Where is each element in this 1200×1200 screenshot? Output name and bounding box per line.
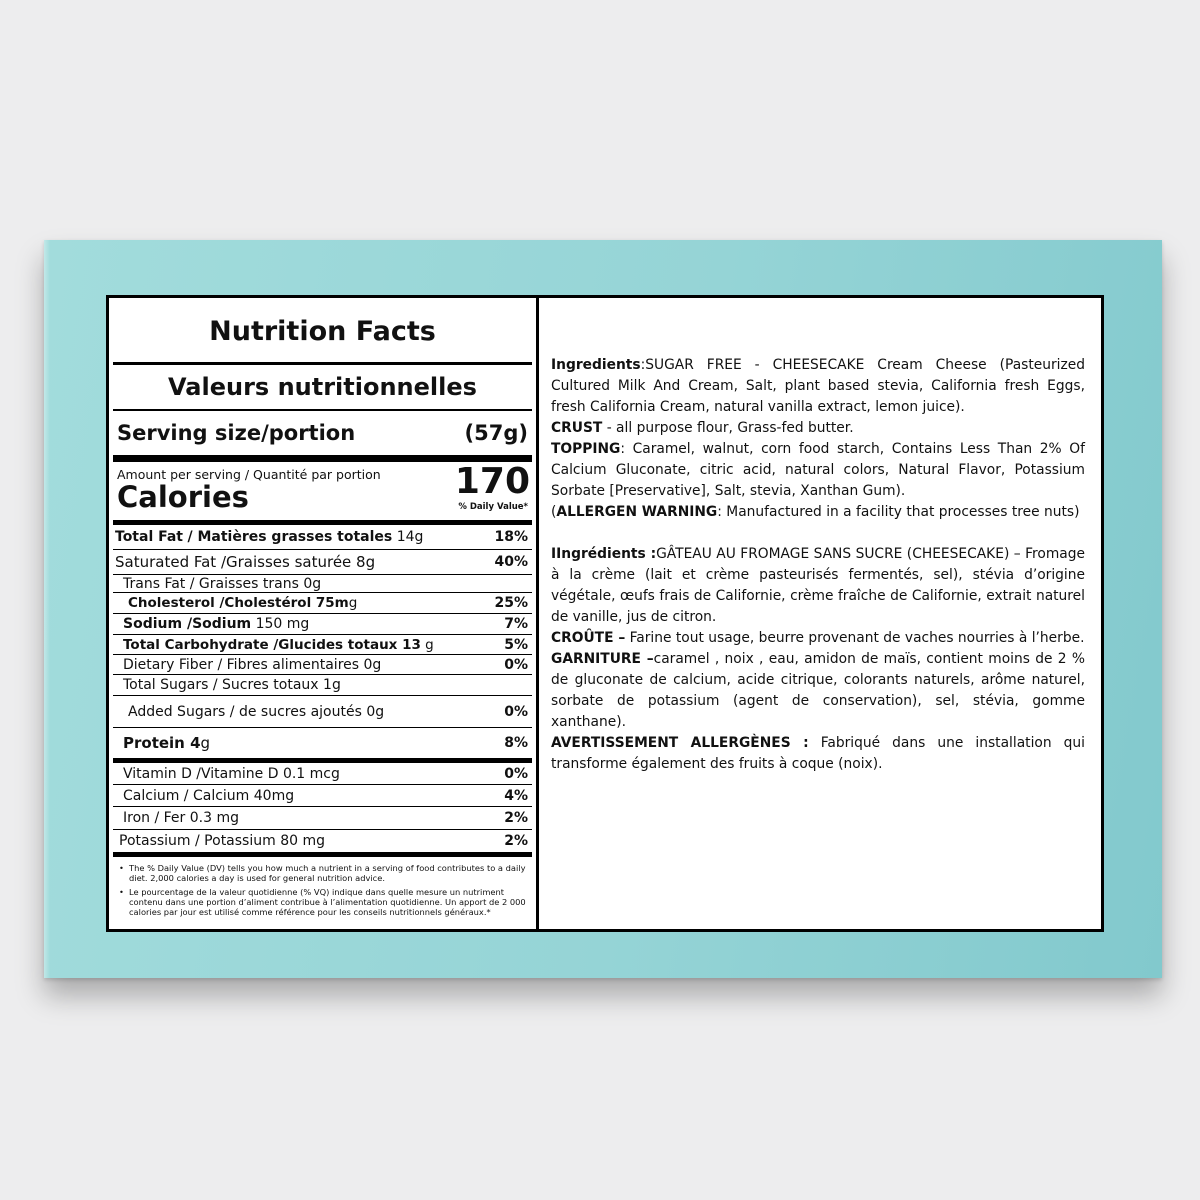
panel-divider — [536, 298, 539, 929]
protein-dv: 8% — [504, 735, 528, 751]
carbohydrate-dv: 5% — [504, 636, 528, 653]
vitamin-d-dv: 0% — [504, 765, 528, 782]
serving-size-row — [113, 411, 532, 462]
nutrition-title-fr: Valeurs nutritionnelles — [113, 365, 532, 411]
footnote-en: • The % Daily Value (DV) tells you how much a nutrient in a serving of food contributes to a daily diet. 2,000 calories a day is used for general nutrition advice. — [119, 863, 530, 884]
footnotes — [113, 852, 532, 917]
cholesterol-row: Cholesterol /Cholestérol 75mg 25% — [113, 593, 532, 614]
ingredients-panel — [551, 355, 1085, 775]
product-label — [106, 295, 1104, 932]
saturated-fat-row: Saturated Fat /Graisses saturée 8g 40% — [113, 550, 532, 575]
serving-size-label: Serving size/portion — [117, 421, 356, 445]
cholesterol-dv: 25% — [494, 595, 528, 611]
total-sugars-row: Total Sugars / Sucres totaux 1g — [113, 675, 532, 696]
garniture-fr: GARNITURE –caramel , noix , eau, amidon de maïs, contient moins de 2 % de gluconate de calcium, acide citrique, colorants naturels, arôme naturel, sorbate de potassium (agent de conservation), sel, stévia, gomme xanthane). — [551, 651, 1085, 730]
added-sugars-dv: 0% — [504, 703, 528, 720]
fiber-dv: 0% — [504, 656, 528, 673]
total-fat-dv: 18% — [494, 529, 528, 545]
calories-value: 170 — [454, 461, 530, 502]
potassium-dv: 2% — [504, 833, 528, 849]
vitamins-block — [113, 758, 532, 852]
sodium-row: Sodium /Sodium 150 mg 7% — [113, 614, 532, 635]
potassium-row: Potassium / Potassium 80 mg 2% — [119, 833, 528, 849]
trans-fat-row: Trans Fat / Graisses trans 0g — [113, 575, 532, 593]
vitamin-d-row: Vitamin D /Vitamine D 0.1 mcg 0% — [113, 763, 532, 785]
added-sugars-row: Added Sugars / de sucres ajoutés 0g 0% — [113, 696, 532, 728]
protein-row: Protein 4g 8% — [123, 734, 528, 752]
fiber-row: Dietary Fiber / Fibres alimentaires 0g 0% — [113, 655, 532, 675]
calories-block — [113, 462, 532, 525]
calcium-row: Calcium / Calcium 40mg 4% — [113, 785, 532, 807]
saturated-fat-dv: 40% — [494, 554, 528, 570]
nutrition-facts-panel — [109, 298, 536, 929]
serving-size-value: (57g) — [464, 421, 528, 445]
total-fat-row: Total Fat / Matières grasses totales 14g 18% — [113, 525, 532, 550]
footnote-fr: • Le pourcentage de la valeur quotidienne (% VQ) indique dans quelle mesure un nutriment contenu dans une portion d’aliment contribue à l’alimentation quotidienne. Un apport de 2 000 calories par jour est utilisé comme référence pour les conseils nutritionnels généraux.* — [119, 887, 530, 918]
crust-fr: CROÛTE – Farine tout usage, beurre provenant de vaches nourries à l’herbe. — [551, 630, 1085, 646]
ingredients-fr: IIngrédients :GÂTEAU AU FROMAGE SANS SUCRE (CHEESECAKE) – Fromage à la crème (lait et crème pasteurisés fermentés, sel), stévia d’origine végétale, œufs frais de Californie, crème fraîche de Californie, extrait naturel de vanille, jus de citron. — [551, 546, 1085, 625]
iron-row: Iron / Fer 0.3 mg 2% — [113, 807, 532, 830]
iron-dv: 2% — [504, 810, 528, 826]
ingredients-en: Ingredients:SUGAR FREE - CHEESECAKE Cream Cheese (Pasteurized Cultured Milk And Cream, Salt, plant based stevia, California fresh Eggs, fresh California Cream, natural vanilla extract, lemon juice). — [551, 357, 1085, 415]
allergen-en: (ALLERGEN WARNING: Manufactured in a facility that processes tree nuts) — [551, 504, 1080, 520]
daily-value-label: % Daily Value* — [458, 502, 528, 512]
calories-label: Calories — [117, 480, 249, 514]
nutrition-title: Nutrition Facts — [113, 298, 532, 365]
topping-en: TOPPING: Caramel, walnut, corn food starch, Contains Less Than 2% Of Calcium Gluconate, citric acid, natural colors, Natural Flavor, Potassium Sorbate [Preservative], Salt, stevia, Xanthan Gum). — [551, 441, 1085, 499]
sodium-dv: 7% — [504, 616, 528, 632]
amount-per-serving: Amount per serving / Quantité par portion — [117, 467, 381, 482]
carbohydrate-row: Total Carbohydrate /Glucides totaux 13 g 5% — [113, 635, 532, 655]
allergen-fr: AVERTISSEMENT ALLERGÈNES : Fabriqué dans une installation qui transforme également des fruits à coque (noix). — [551, 735, 1085, 772]
crust-en: CRUST - all purpose flour, Grass-fed butter. — [551, 420, 854, 436]
calcium-dv: 4% — [504, 787, 528, 804]
package-edge — [44, 240, 50, 978]
